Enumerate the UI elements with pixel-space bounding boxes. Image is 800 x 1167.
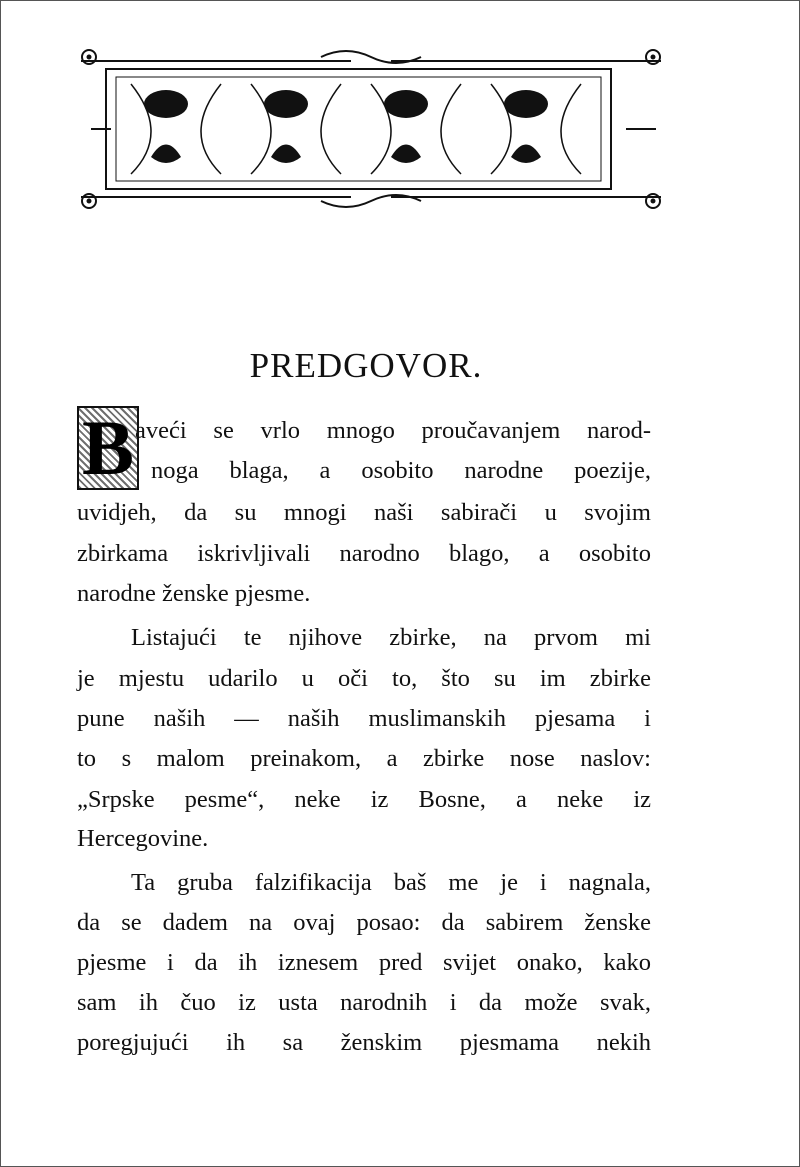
text-line: narodne ženske pjesme.: [77, 580, 311, 607]
text-line: sam ih čuo iz usta narodnih i da može svak,: [77, 989, 651, 1016]
decorative-header-ornament: [71, 39, 671, 219]
decorated-initial: [77, 406, 139, 490]
text-line: Listajući te njihove zbirke, na prvom mi: [131, 624, 651, 651]
text-line: aveći se vrlo mnogo proučavanjem narod-: [135, 417, 651, 444]
text-line: Ta gruba falzifikacija baš me je i nagnala,: [131, 869, 651, 896]
page-title: PREDGOVOR.: [249, 346, 483, 385]
text-line: pune naših — naših muslimanskih pjesama i: [77, 705, 651, 732]
text-line: poregjujući ih sa ženskim pjesmama nekih: [77, 1029, 651, 1056]
text-line: to s malom preinakom, a zbirke nose naslov:: [77, 745, 651, 772]
text-line: uvidjeh, da su mnogi naši sabirači u svojim: [77, 499, 651, 526]
text-line: zbirkama iskrivljivali narodno blago, a osobito: [77, 540, 651, 567]
text-line: pjesme i da ih iznesem pred svijet onako, kako: [77, 949, 651, 976]
text-line: Hercegovine.: [77, 825, 209, 852]
text-line: „Srpske pesme“, neke iz Bosne, a neke iz: [77, 786, 651, 813]
text-line: noga blaga, a osobito narodne poezije,: [151, 457, 651, 484]
text-line: je mjestu udarilo u oči to, što su im zbirke: [77, 665, 651, 692]
text-line: da se dadem na ovaj posao: da sabirem ženske: [77, 909, 651, 936]
drop-cap-letter: B: [79, 408, 137, 488]
